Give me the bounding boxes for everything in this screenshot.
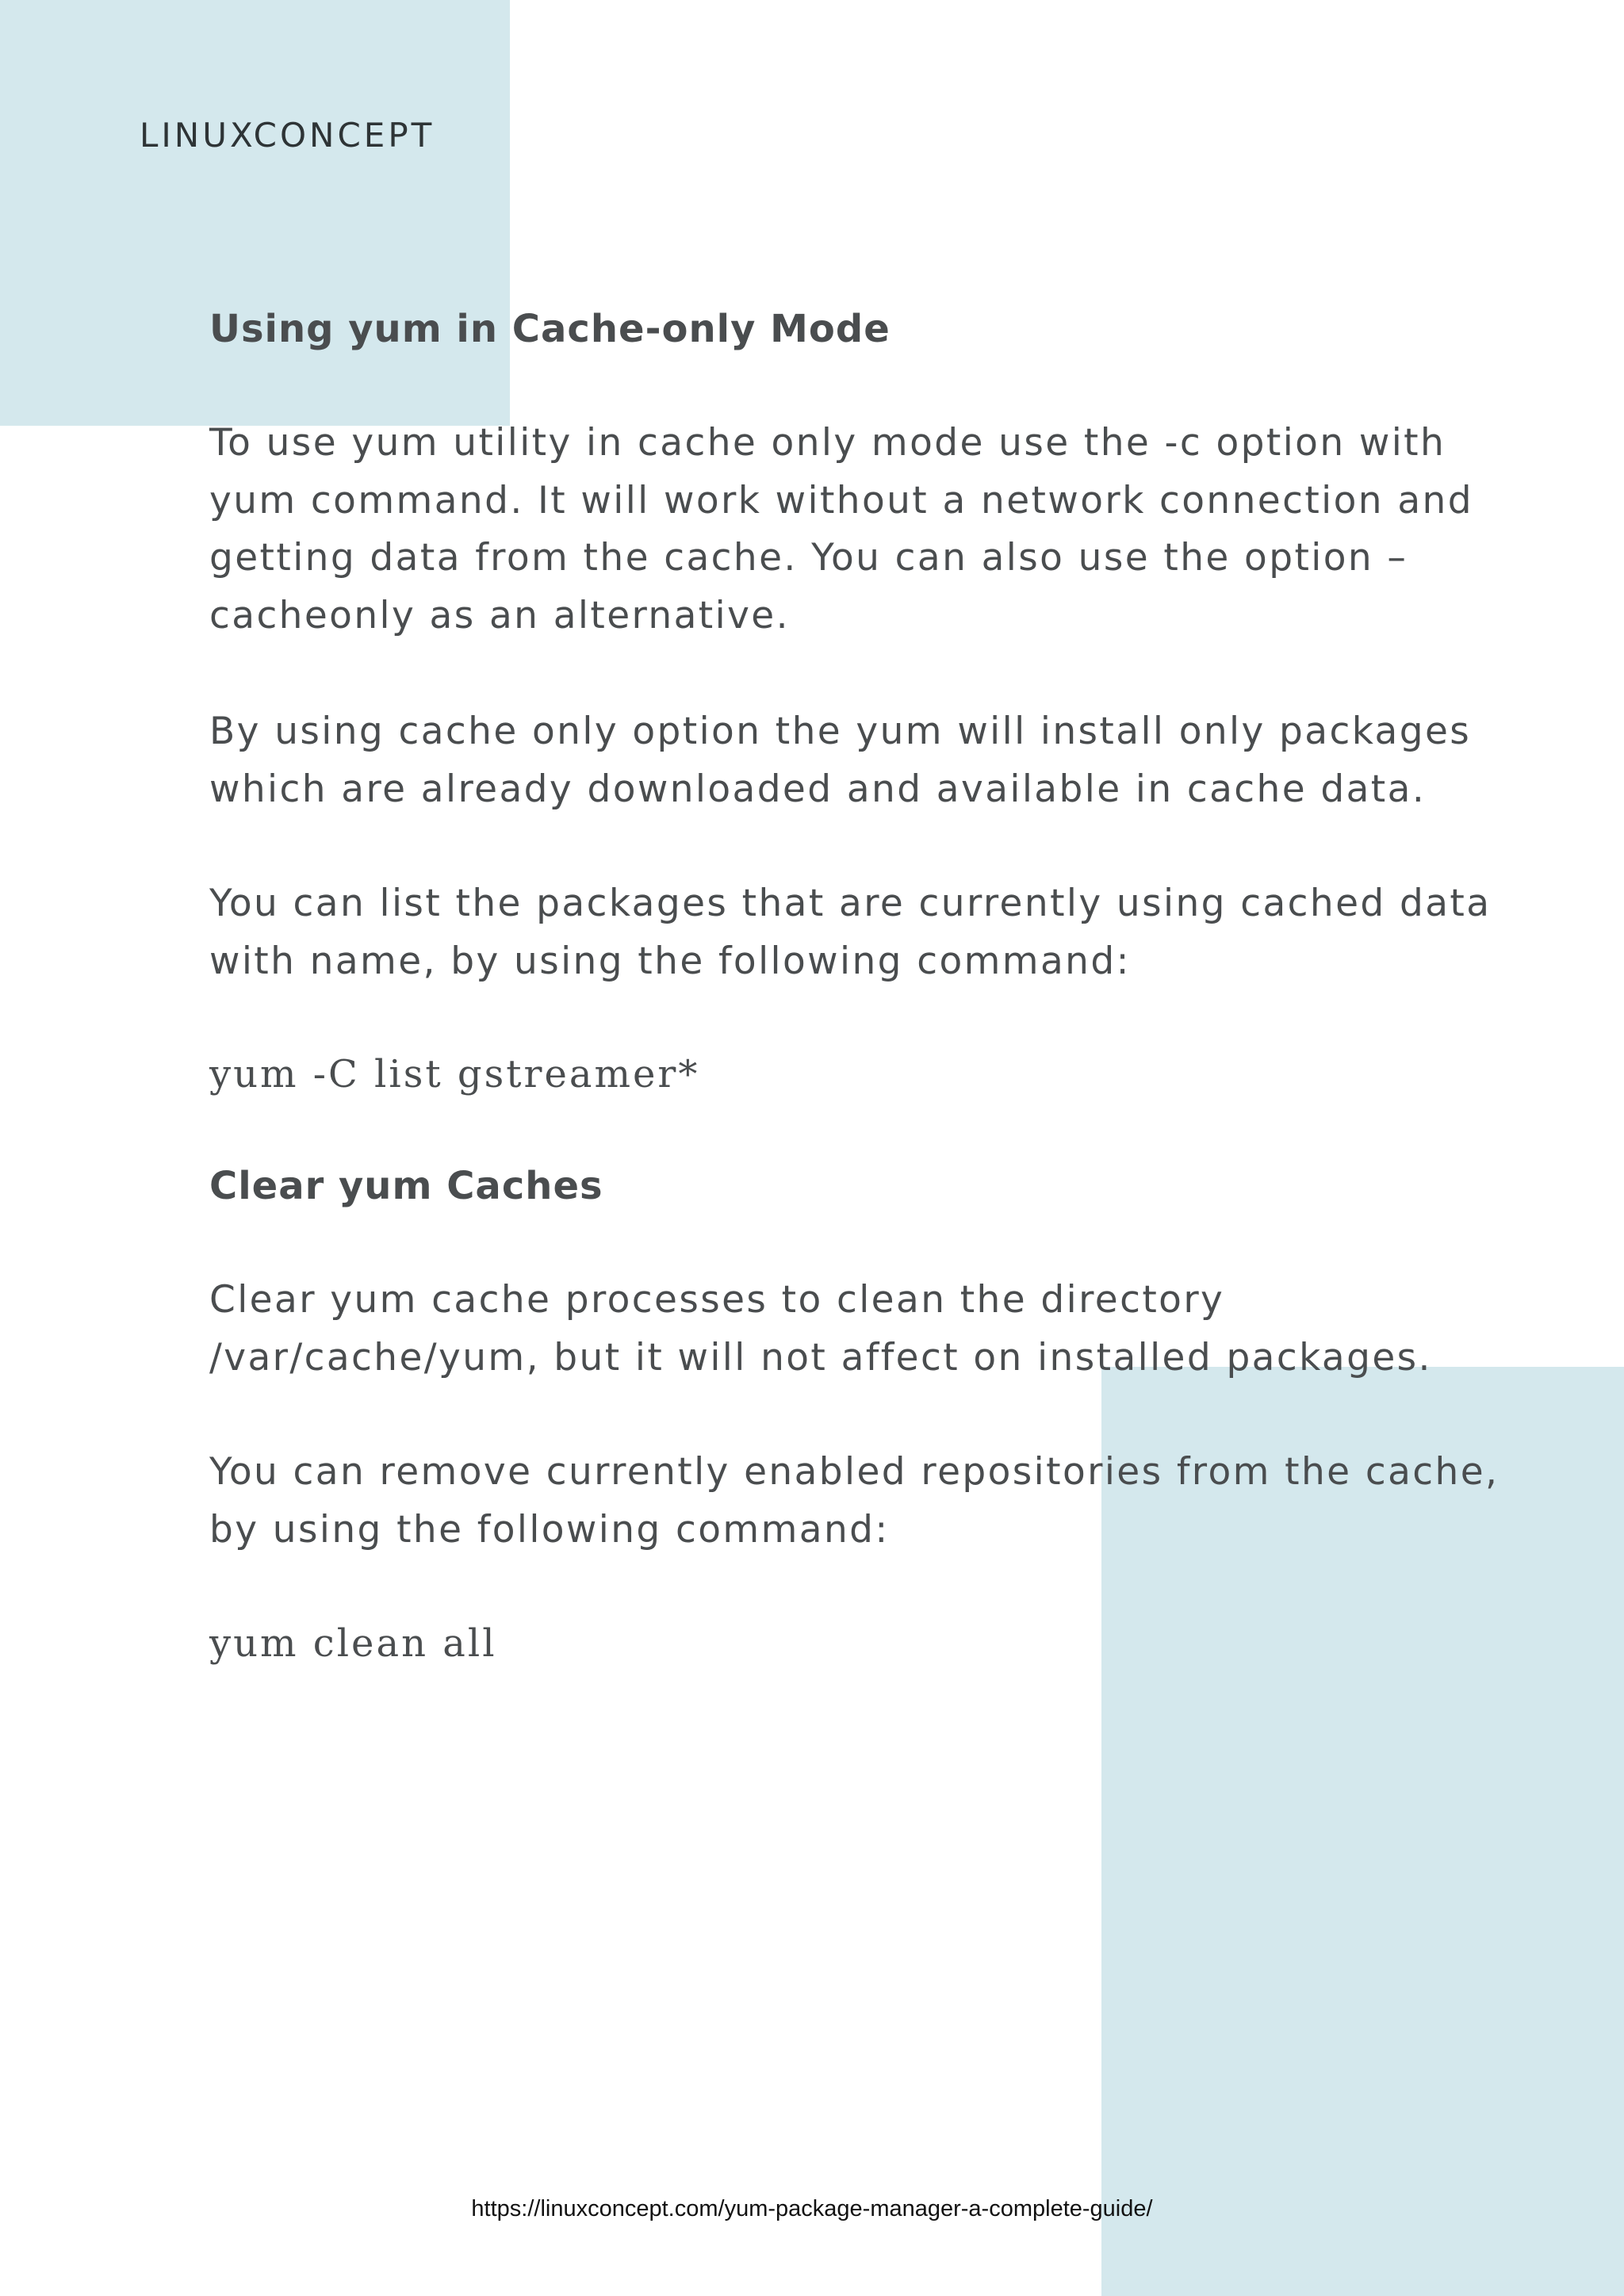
text-line: You can list the packages that are currently using cached data: [209, 882, 1492, 925]
text-line: with name, by using the following command:: [209, 939, 1131, 983]
decorative-panel-top: [0, 0, 510, 426]
paragraph-cache-only-list: [209, 875, 1491, 990]
text-line: By using cache only option the yum will install only packages: [209, 710, 1472, 753]
command-clean-all: yum clean all: [209, 1621, 497, 1666]
command-list-cached: yum -C list gstreamer*: [209, 1052, 700, 1096]
paragraph-clear-caches-remove: [209, 1444, 1499, 1559]
section-heading-cache-only: Using yum in Cache-only Mode: [209, 307, 891, 351]
paragraph-clear-caches-intro: [209, 1272, 1432, 1387]
text-line: Clear yum cache processes to clean the directory: [209, 1278, 1225, 1322]
text-line: To use yum utility in cache only mode use the -c option with: [209, 421, 1446, 465]
text-line: cacheonly as an alternative.: [209, 593, 790, 637]
section-heading-clear-caches: Clear yum Caches: [209, 1164, 603, 1208]
text-line: You can remove currently enabled repositories from the cache,: [209, 1450, 1500, 1494]
text-line: yum command. It will work without a network connection and: [209, 478, 1473, 522]
text-line: /var/cache/yum, but it will not affect on installed packages.: [209, 1335, 1432, 1380]
text-line: by using the following command:: [209, 1507, 890, 1552]
text-line: which are already downloaded and available in cache data.: [209, 767, 1427, 811]
text-line: getting data from the cache. You can also use the option –: [209, 536, 1408, 580]
paragraph-cache-only-intro: [209, 415, 1473, 645]
footer-source-url: https://linuxconcept.com/yum-package-manager-a-complete-guide/: [471, 2196, 1153, 2221]
paragraph-cache-only-install: [209, 703, 1471, 818]
brand-name: LINUXCONCEPT: [140, 116, 435, 155]
